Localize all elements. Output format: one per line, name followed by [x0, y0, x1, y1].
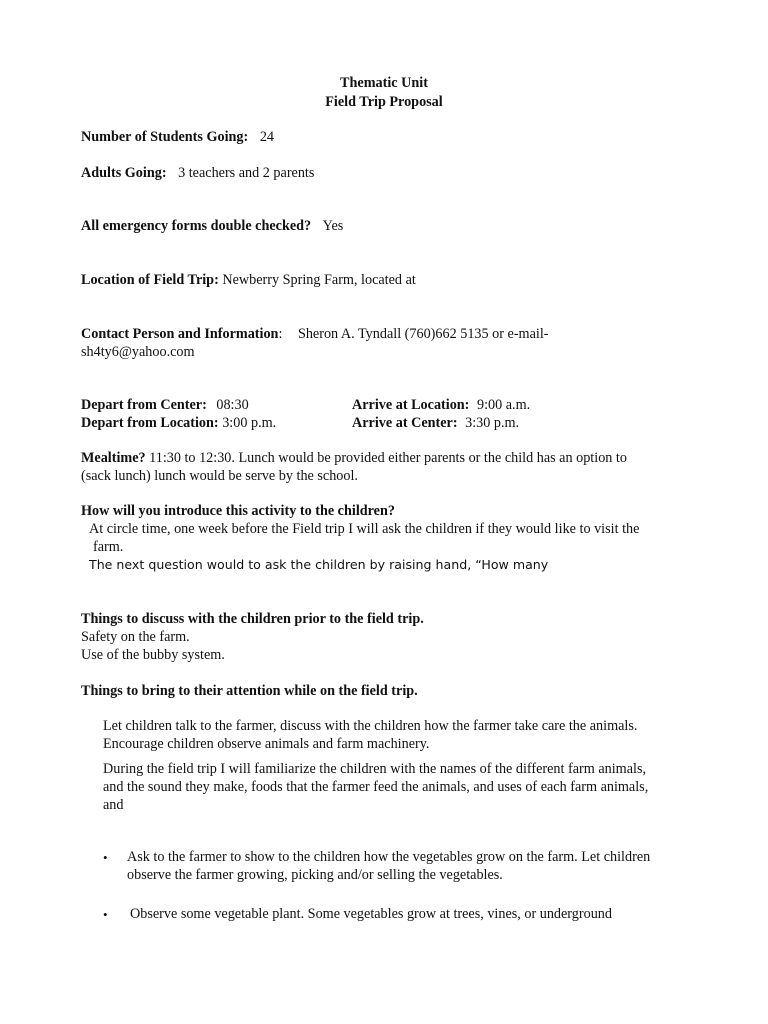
depart-location-value: 3:00 p.m. [222, 415, 277, 431]
attention-bullet-1-line-2: observe the farmer growing, picking and/or selling the vegetables. [127, 867, 503, 883]
mealtime-line-1: 11:30 to 12:30. Lunch would be provided either parents or the child has an option to [149, 450, 627, 466]
depart-center-value: 08:30 [216, 397, 249, 413]
title-line-1: Thematic Unit [340, 75, 428, 91]
adults-row [81, 164, 314, 182]
introduce-heading: How will you introduce this activity to the children? [81, 503, 395, 519]
students-value: 24 [259, 129, 274, 145]
bullet-marker: • [103, 850, 108, 865]
emergency-row [81, 217, 343, 235]
contact-row [81, 325, 548, 343]
bullet-marker: • [103, 907, 108, 922]
emergency-label: All emergency forms double checked? [81, 218, 312, 234]
depart-center-label: Depart from Center: [81, 397, 207, 413]
depart-location-label: Depart from Location: [81, 415, 219, 431]
attention-p1-line-2: Encourage children observe animals and farm machinery. [103, 736, 430, 752]
arrive-location-row [352, 396, 530, 414]
arrive-center-row [352, 414, 519, 432]
arrive-center-value: 3:30 p.m. [465, 415, 520, 431]
arrive-location-value: 9:00 a.m. [476, 397, 531, 413]
depart-location-row [81, 414, 276, 432]
contact-value-line-1: Sheron A. Tyndall (760)662 5135 or e-mail- [297, 326, 549, 342]
emergency-value: Yes [322, 218, 344, 234]
students-row [81, 128, 274, 146]
students-label: Number of Students Going: [81, 129, 249, 145]
title-line-2: Field Trip Proposal [325, 94, 443, 110]
contact-value-line-2: sh4ty6@yahoo.com [81, 344, 195, 360]
location-label: Location of Field Trip: [81, 272, 219, 288]
contact-label: Contact Person and Information [81, 326, 279, 342]
introduce-line-3: The next question would to ask the children by raising hand, “How many [89, 557, 549, 572]
discuss-item: Safety on the farm. [81, 629, 190, 645]
location-value: Newberry Spring Farm, located at [222, 272, 416, 288]
mealtime-line-2: (sack lunch) lunch would be serve by the school. [81, 468, 358, 484]
discuss-heading: Things to discuss with the children prior to the field trip. [81, 611, 424, 627]
contact-colon: : [278, 326, 283, 342]
mealtime-row [81, 449, 627, 467]
attention-p2-line-2: and the sound they make, foods that the farmer feed the animals, and uses of each farm animals, [103, 779, 649, 795]
attention-bullet-2-line-1: Observe some vegetable plant. Some vegetables grow at trees, vines, or underground [130, 906, 612, 922]
depart-center-row [81, 396, 249, 414]
adults-label: Adults Going: [81, 165, 167, 181]
arrive-location-label: Arrive at Location: [352, 397, 470, 413]
attention-p2-line-1: During the field trip I will familiarize the children with the names of the different farm animals, [103, 761, 647, 777]
arrive-center-label: Arrive at Center: [352, 415, 458, 431]
introduce-line-2: farm. [93, 539, 124, 555]
discuss-item: Use of the bubby system. [81, 647, 225, 663]
adults-value: 3 teachers and 2 parents [178, 165, 315, 181]
location-row [81, 271, 416, 289]
mealtime-label: Mealtime? [81, 450, 146, 466]
introduce-line-1: At circle time, one week before the Field trip I will ask the children if they would like to visit the [89, 521, 640, 537]
attention-heading: Things to bring to their attention while on the field trip. [81, 683, 418, 699]
attention-bullet-1-line-1: Ask to the farmer to show to the children how the vegetables grow on the farm. Let children [127, 849, 651, 865]
attention-p2-line-3: and [103, 797, 124, 813]
attention-p1-line-1: Let children talk to the farmer, discuss with the children how the farmer take care the animals. [103, 718, 638, 734]
